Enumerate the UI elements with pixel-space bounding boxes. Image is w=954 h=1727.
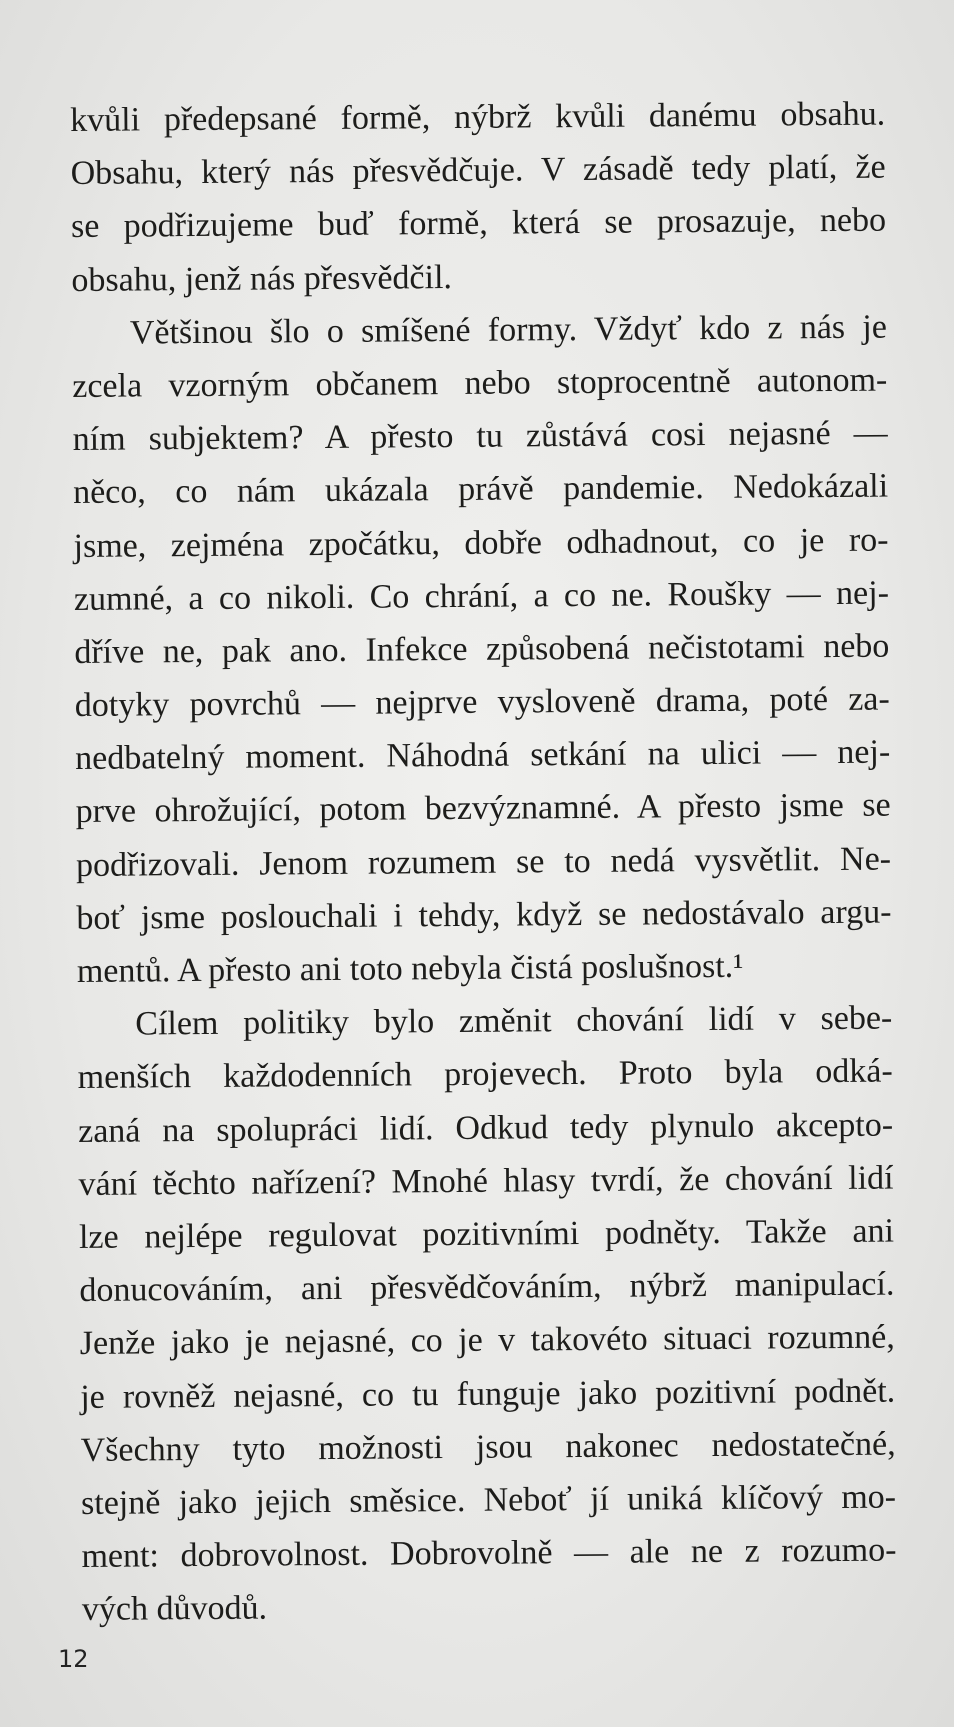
text-line: vání těchto nařízení? Mnohé hlasy tvrdí, že chování lidí [78, 1159, 894, 1203]
text-line: vých důvodů. [81, 1589, 268, 1629]
text-line: nedbatelný moment. Náhodná setkání na ulici — nej- [75, 733, 891, 778]
text-line: donucováním, ani přesvědčováním, nýbrž manipulací. [79, 1265, 895, 1310]
paragraph-2 [72, 300, 892, 998]
text-line: lze nejlépe regulovat pozitivními podněty. Takže ani [78, 1212, 895, 1256]
text-line: zaná na spolupráci lidí. Odkud tedy plynulo akcepto- [77, 1106, 894, 1150]
paragraph-3 [77, 992, 897, 1637]
text-line: ním subjektem? A přesto tu zůstává cosi nejasné — [72, 414, 888, 459]
text-line: menších každodenních projevech. Proto byla odká- [77, 1052, 893, 1097]
text-line: dříve ne, pak ano. Infekce způsobená nečistotami nebo [74, 627, 890, 671]
text-line: podřizovali. Jenom rozumem se to nedá vysvětlit. Ne- [75, 840, 892, 884]
text-line: se podřizujeme buď formě, která se prosazuje, nebo [70, 201, 887, 246]
text-line: boť jsme poslouchali i tehdy, když se nedostávalo argu- [76, 893, 892, 937]
text-line: Obsahu, který nás přesvědčuje. V zásadě tedy platí, že [70, 148, 886, 193]
text-line: mentů. A přesto ani toto nebyla čistá poslušnost.¹ [76, 947, 744, 990]
text-line: dotyky povrchů — nejprve vysloveně drama, poté za- [74, 680, 890, 725]
text-line: prve ohrožující, potom bezvýznamné. A přesto jsme se [75, 787, 891, 831]
text-line: zumné, a co nikoli. Co chrání, a co ne. Roušky — nej- [73, 574, 890, 618]
text-line: Všechny tyto možnosti jsou nakonec nedostatečné, [80, 1425, 896, 1469]
text-line: je rovněž nejasné, co tu funguje jako pozitivní podnět. [80, 1372, 896, 1416]
text-line: stejně jako jejich směsice. Neboť jí uniká klíčový mo- [80, 1478, 897, 1522]
body-text [70, 88, 897, 1637]
text-line: něco, co nám ukázala právě pandemie. Nedokázali [72, 467, 889, 512]
text-line: Většinou šlo o smíšené formy. Vždyť kdo z nás je [129, 308, 887, 352]
page-number: 12 [58, 1645, 89, 1673]
text-line: zcela vzorným občanem nebo stoprocentně autonom- [72, 361, 888, 405]
text-line: ment: dobrovolnost. Dobrovolně — ale ne z rozumo- [81, 1531, 897, 1576]
text-line: kvůli předepsané formě, nýbrž kvůli danému obsahu. [70, 95, 886, 139]
text-line: jsme, zejména zpočátku, dobře odhadnout, co je ro- [73, 521, 889, 565]
text-line: Cílem politiky bylo změnit chování lidí v sebe- [135, 999, 893, 1043]
paragraph-1 [70, 88, 887, 307]
text-line: Jenže jako je nejasné, co je v takovéto situaci rozumné, [79, 1318, 895, 1363]
text-line: obsahu, jenž nás přesvědčil. [71, 258, 453, 299]
